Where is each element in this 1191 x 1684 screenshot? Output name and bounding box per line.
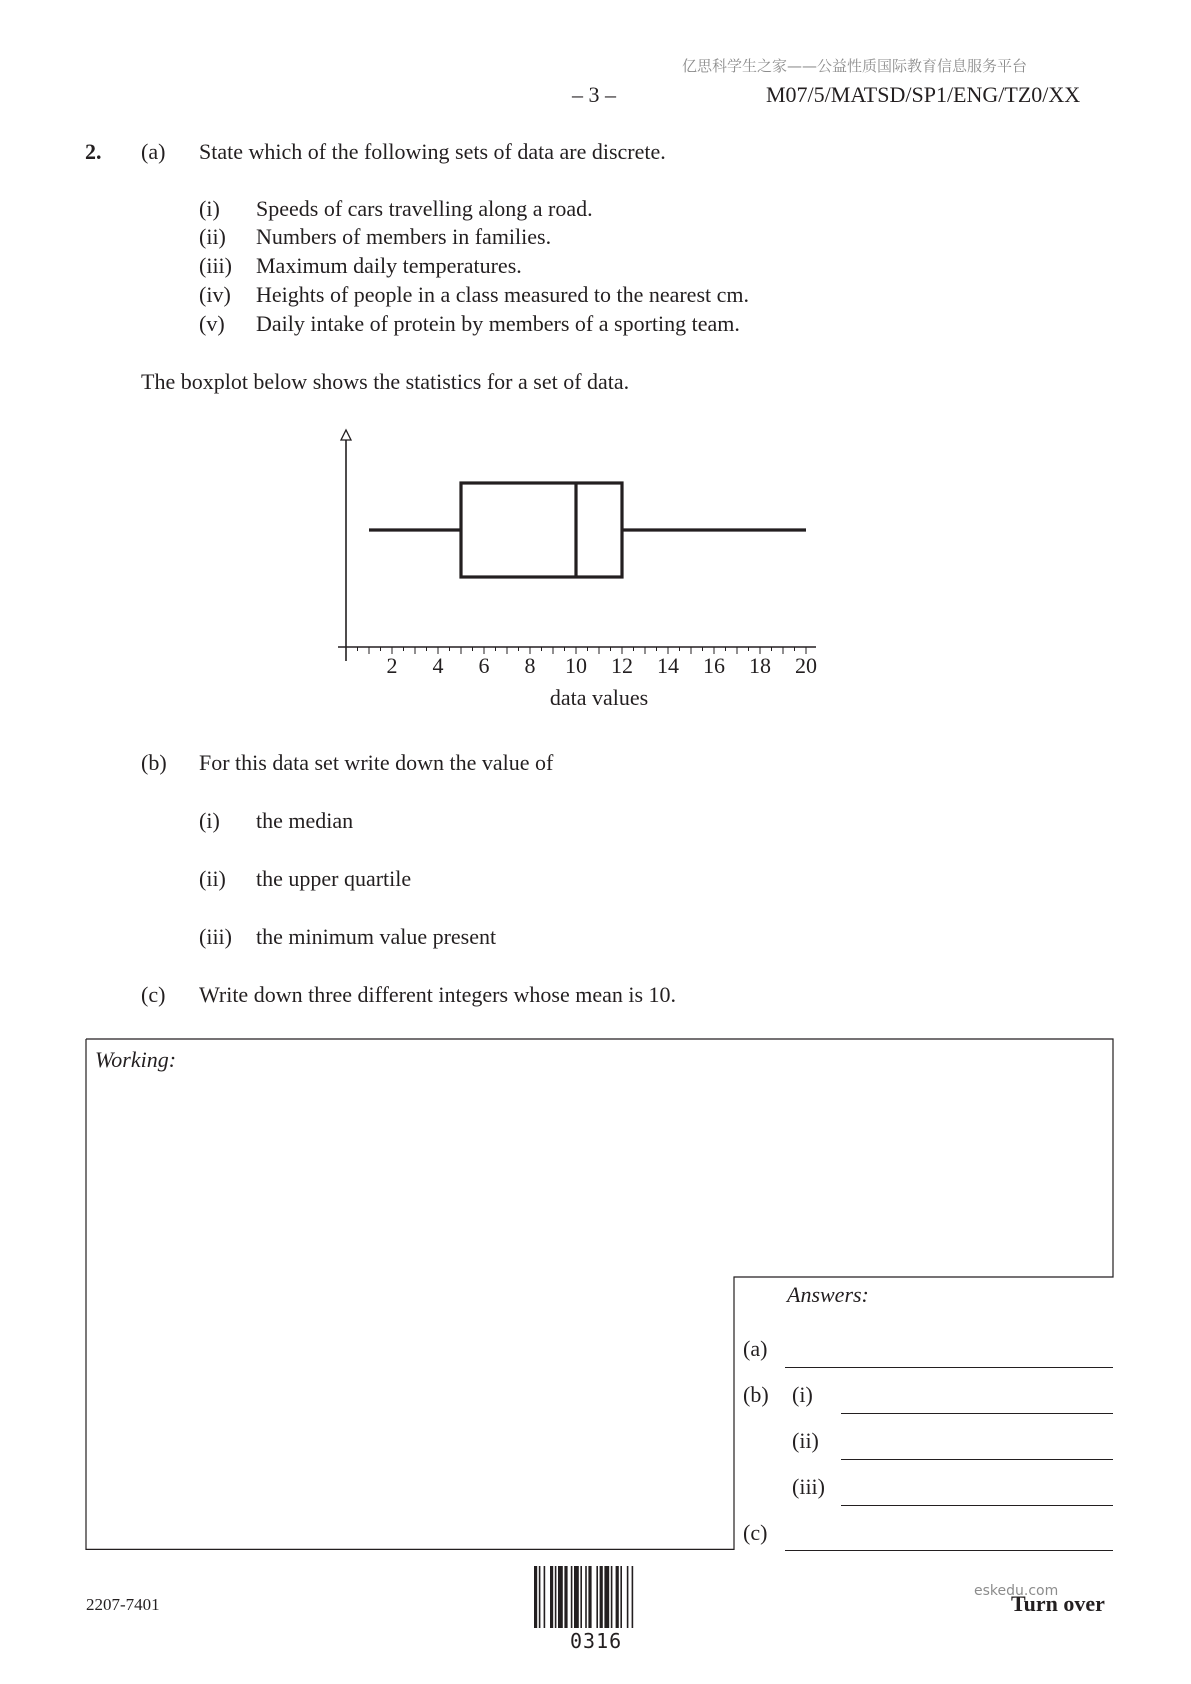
barcode-bar: [632, 1566, 634, 1628]
x-tick-label: 6: [478, 653, 490, 678]
barcode-bar: [627, 1566, 629, 1628]
item-text: the median: [256, 808, 354, 833]
item-label: (i): [199, 808, 220, 833]
barcode-bar: [604, 1566, 609, 1628]
part-c-question: Write down three different integers whose mean is 10.: [199, 982, 677, 1007]
y-axis-arrow: [341, 430, 351, 440]
barcode-image: [532, 1566, 672, 1628]
part-a-question: State which of the following sets of data are discrete.: [199, 139, 666, 164]
boxplot-chart: [0, 410, 1191, 710]
barcode-bar: [588, 1566, 591, 1628]
item-label: (iii): [199, 253, 232, 278]
barcode-bar: [616, 1566, 619, 1628]
barcode-bar: [555, 1566, 557, 1628]
paper-code: M07/5/MATSD/SP1/ENG/TZ0/XX: [766, 82, 1081, 107]
boxplot-marks: [369, 483, 806, 577]
barcode-number: 0316: [570, 1629, 623, 1653]
barcode-bar: [620, 1566, 622, 1628]
barcode-bar: [574, 1566, 579, 1628]
part-a-label: (a): [141, 139, 166, 164]
item-text: the upper quartile: [256, 866, 412, 891]
item-label: (i): [199, 196, 220, 221]
answer-line-c[interactable]: [785, 1550, 1113, 1551]
item-text: the minimum value present: [256, 924, 497, 949]
part-c-label: (c): [141, 982, 166, 1007]
answer-part-label: (a): [743, 1336, 768, 1361]
item-label: (iii): [199, 924, 232, 949]
x-tick-label: 18: [749, 653, 771, 678]
page-number: – 3 –: [572, 82, 616, 107]
part-b-label: (b): [141, 750, 167, 775]
x-tick-label: 16: [703, 653, 725, 678]
item-text: Speeds of cars travelling along a road.: [256, 196, 593, 221]
barcode-bar: [611, 1566, 613, 1628]
x-axis-label: data values: [549, 685, 649, 710]
barcode-bar: [558, 1566, 563, 1628]
boxplot-intro: The boxplot below shows the statistics for a set of data.: [141, 369, 630, 394]
x-tick-label: 14: [657, 653, 679, 678]
working-box-outline: [0, 1030, 1191, 1550]
part-b-question: For this data set write down the value of: [199, 750, 554, 775]
barcode-bar: [534, 1566, 537, 1628]
x-tick-label: 4: [432, 653, 444, 678]
x-tick-label: 12: [611, 653, 633, 678]
answer-sub-label: (iii): [792, 1474, 825, 1499]
item-text: Maximum daily temperatures.: [256, 253, 522, 278]
item-label: (v): [199, 311, 225, 336]
footer-code: 2207-7401: [86, 1595, 160, 1614]
question-number: 2.: [85, 139, 102, 164]
barcode-bar: [585, 1566, 587, 1628]
x-tick-label: 10: [565, 653, 587, 678]
x-tick-label: 8: [524, 653, 536, 678]
interquartile-box: [461, 483, 622, 577]
turn-over-label: Turn over: [1011, 1591, 1105, 1616]
answer-part-label: (c): [743, 1520, 768, 1545]
answers-title: Answers:: [787, 1282, 869, 1307]
answer-part-label: (b): [743, 1382, 769, 1407]
answer-sub-label: (i): [792, 1382, 813, 1407]
item-text: Daily intake of protein by members of a sporting team.: [256, 311, 740, 336]
x-tick-label: 2: [386, 653, 398, 678]
x-tick-label: 20: [795, 653, 817, 678]
item-text: Numbers of members in families.: [256, 224, 552, 249]
answer-sub-label: (ii): [792, 1428, 819, 1453]
item-label: (iv): [199, 282, 231, 307]
barcode-bar: [571, 1566, 573, 1628]
site-watermark: eskedu.com: [974, 1583, 1059, 1599]
answer-line-b-iii[interactable]: [841, 1505, 1113, 1506]
barcode-bar: [539, 1566, 541, 1628]
header-watermark: 亿思科学生之家——公益性质国际教育信息服务平台: [682, 57, 1028, 75]
item-label: (ii): [199, 866, 226, 891]
item-text: Heights of people in a class measured to the nearest cm.: [256, 282, 750, 307]
barcode-bar: [580, 1566, 582, 1628]
item-label: (ii): [199, 224, 226, 249]
working-label[interactable]: Working:: [95, 1047, 177, 1072]
answer-line-a[interactable]: [785, 1367, 1113, 1368]
answer-line-b-ii[interactable]: [841, 1459, 1113, 1460]
barcode-bar: [600, 1566, 603, 1628]
barcode-bar: [550, 1566, 553, 1628]
barcode-bar: [596, 1566, 598, 1628]
barcode-bar: [544, 1566, 546, 1628]
answer-line-b-i[interactable]: [841, 1413, 1113, 1414]
barcode-bar: [564, 1566, 567, 1628]
